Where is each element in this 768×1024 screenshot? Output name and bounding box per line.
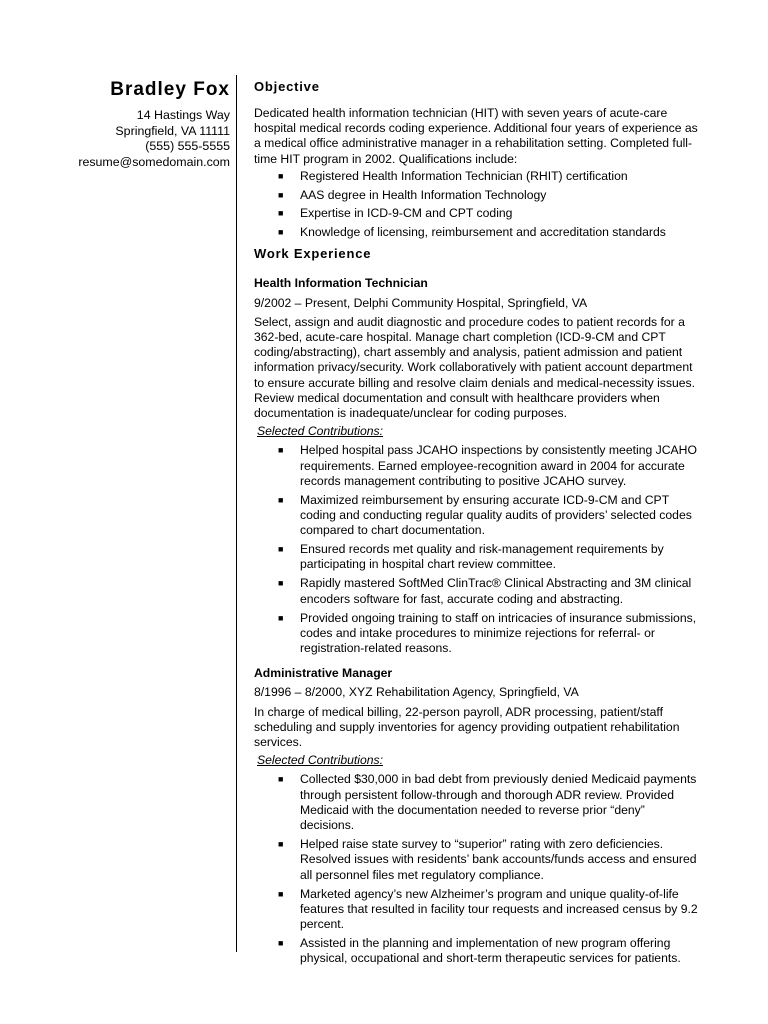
list-item: ■ Provided ongoing training to staff on intricacies of insurance submissions, codes and intake procedures to minimize rejections for referral- or registration-related reasons. xyxy=(278,610,697,656)
email-address: resume@somedomain.com xyxy=(78,154,230,169)
bullet-icon: ■ xyxy=(278,888,284,899)
job-title: Health Information Technician xyxy=(254,276,428,291)
city-line: Springfield, VA 11111 xyxy=(115,123,230,138)
list-item: ■ Helped hospital pass JCAHO inspections by consistently meeting JCAHO requirements. Earned employee-recognition award in 2004 for accurate records management contributing to positive JCAHO survey. xyxy=(278,443,697,488)
bullet-icon: ■ xyxy=(278,774,284,785)
list-item: ■ Helped raise state survey to “superior” rating with zero deficiencies. Resolved issues with residents’ bank accounts/funds access and ensured all personnel files met regulatory compliance. xyxy=(278,837,697,882)
address-line: 14 Hastings Way xyxy=(136,108,230,122)
bullet-icon: ■ xyxy=(278,937,284,948)
job-meta: 8/1996 – 8/2000, XYZ Rehabilitation Agency, Springfield, VA xyxy=(254,685,579,700)
contributions-list xyxy=(254,772,698,966)
bullet-icon: ■ xyxy=(278,170,284,181)
objective-heading: Objective xyxy=(254,79,320,94)
list-item: ■ Registered Health Information Technician (RHIT) certification xyxy=(278,168,628,183)
job-description: In charge of medical billing, 22-person payroll, ADR processing, patient/staff scheduling and supply inventories for agency providing outpatient rehabilitation services. xyxy=(254,704,680,750)
list-item: ■ Rapidly mastered SoftMed ClinTrac® Clinical Abstracting and 3M clinical encoders software for fast, accurate coding and abstracting. xyxy=(278,576,692,606)
list-item: ■ Assisted in the planning and implementation of new program offering physical, occupational and short-term therapeutic services for patients. xyxy=(278,935,681,966)
bullet-icon: ■ xyxy=(278,189,284,200)
bullet-icon: ■ xyxy=(278,208,284,219)
bullet-icon: ■ xyxy=(278,544,284,555)
job-description: Select, assign and audit diagnostic and procedure codes to patient records for a 362-bed, acute-care hospital. Manage chart completion (ICD-9-CM and CPT coding/abstracting), chart assembly and analysis, patient admission and patient information privacy/security. Work collaboratively with patient account department to ensure accurate billing and resolve claim denials and medical-necessity issues. Review medical documentation and consult with healthcare providers when documentation is inadequate/unclear for coding purposes. xyxy=(254,314,696,421)
candidate-name: Bradley Fox xyxy=(110,79,230,100)
list-item: ■ Collected $30,000 in bad debt from previously denied Medicaid payments through persistent follow-through and thorough ADR review. Provided Medicaid with the documentation needed to reverse prior “deny” decisions. xyxy=(278,772,697,833)
bullet-icon: ■ xyxy=(278,839,284,850)
resume-body xyxy=(254,78,698,970)
selected-contributions-label: Selected Contributions: xyxy=(257,753,384,768)
list-item: ■ AAS degree in Health Information Technology xyxy=(278,187,547,202)
work-experience-heading: Work Experience xyxy=(254,246,372,262)
contact-block xyxy=(40,78,230,170)
selected-contributions-label: Selected Contributions: xyxy=(257,424,384,439)
bullet-icon: ■ xyxy=(278,494,284,505)
bullet-icon: ■ xyxy=(278,227,284,238)
qualifications-list xyxy=(254,169,698,241)
vertical-divider xyxy=(236,75,237,952)
job-meta: 9/2002 – Present, Delphi Community Hospital, Springfield, VA xyxy=(254,295,588,310)
list-item: ■ Ensured records met quality and risk-management requirements by participating in hospital chart review committee. xyxy=(278,542,664,572)
bullet-icon: ■ xyxy=(278,612,284,623)
bullet-icon: ■ xyxy=(278,578,284,589)
list-item: ■ Knowledge of licensing, reimbursement and accreditation standards xyxy=(278,225,666,240)
bullet-icon: ■ xyxy=(278,445,284,456)
phone-number: (555) 555-5555 xyxy=(145,139,230,153)
contributions-list xyxy=(254,443,698,656)
list-item: ■ Marketed agency’s new Alzheimer’s program and unique quality-of-life features that resulted in facility tour requests and increased census by 9.2 percent. xyxy=(278,886,698,931)
objective-text: Dedicated health information technician (HIT) with seven years of acute-care hospital medical records coding experience. Additional four years of experience as a medical office administrative manager in a rehabilitation setting. Completed full-time HIT program in 2002. Qualifications include: xyxy=(254,106,698,166)
job-title: Administrative Manager xyxy=(254,666,393,681)
list-item: ■ Expertise in ICD-9-CM and CPT coding xyxy=(278,206,513,221)
list-item: ■ Maximized reimbursement by ensuring accurate ICD-9-CM and CPT coding and conducting regular quality audits of providers’ selected codes compared to chart documentation. xyxy=(278,492,692,538)
